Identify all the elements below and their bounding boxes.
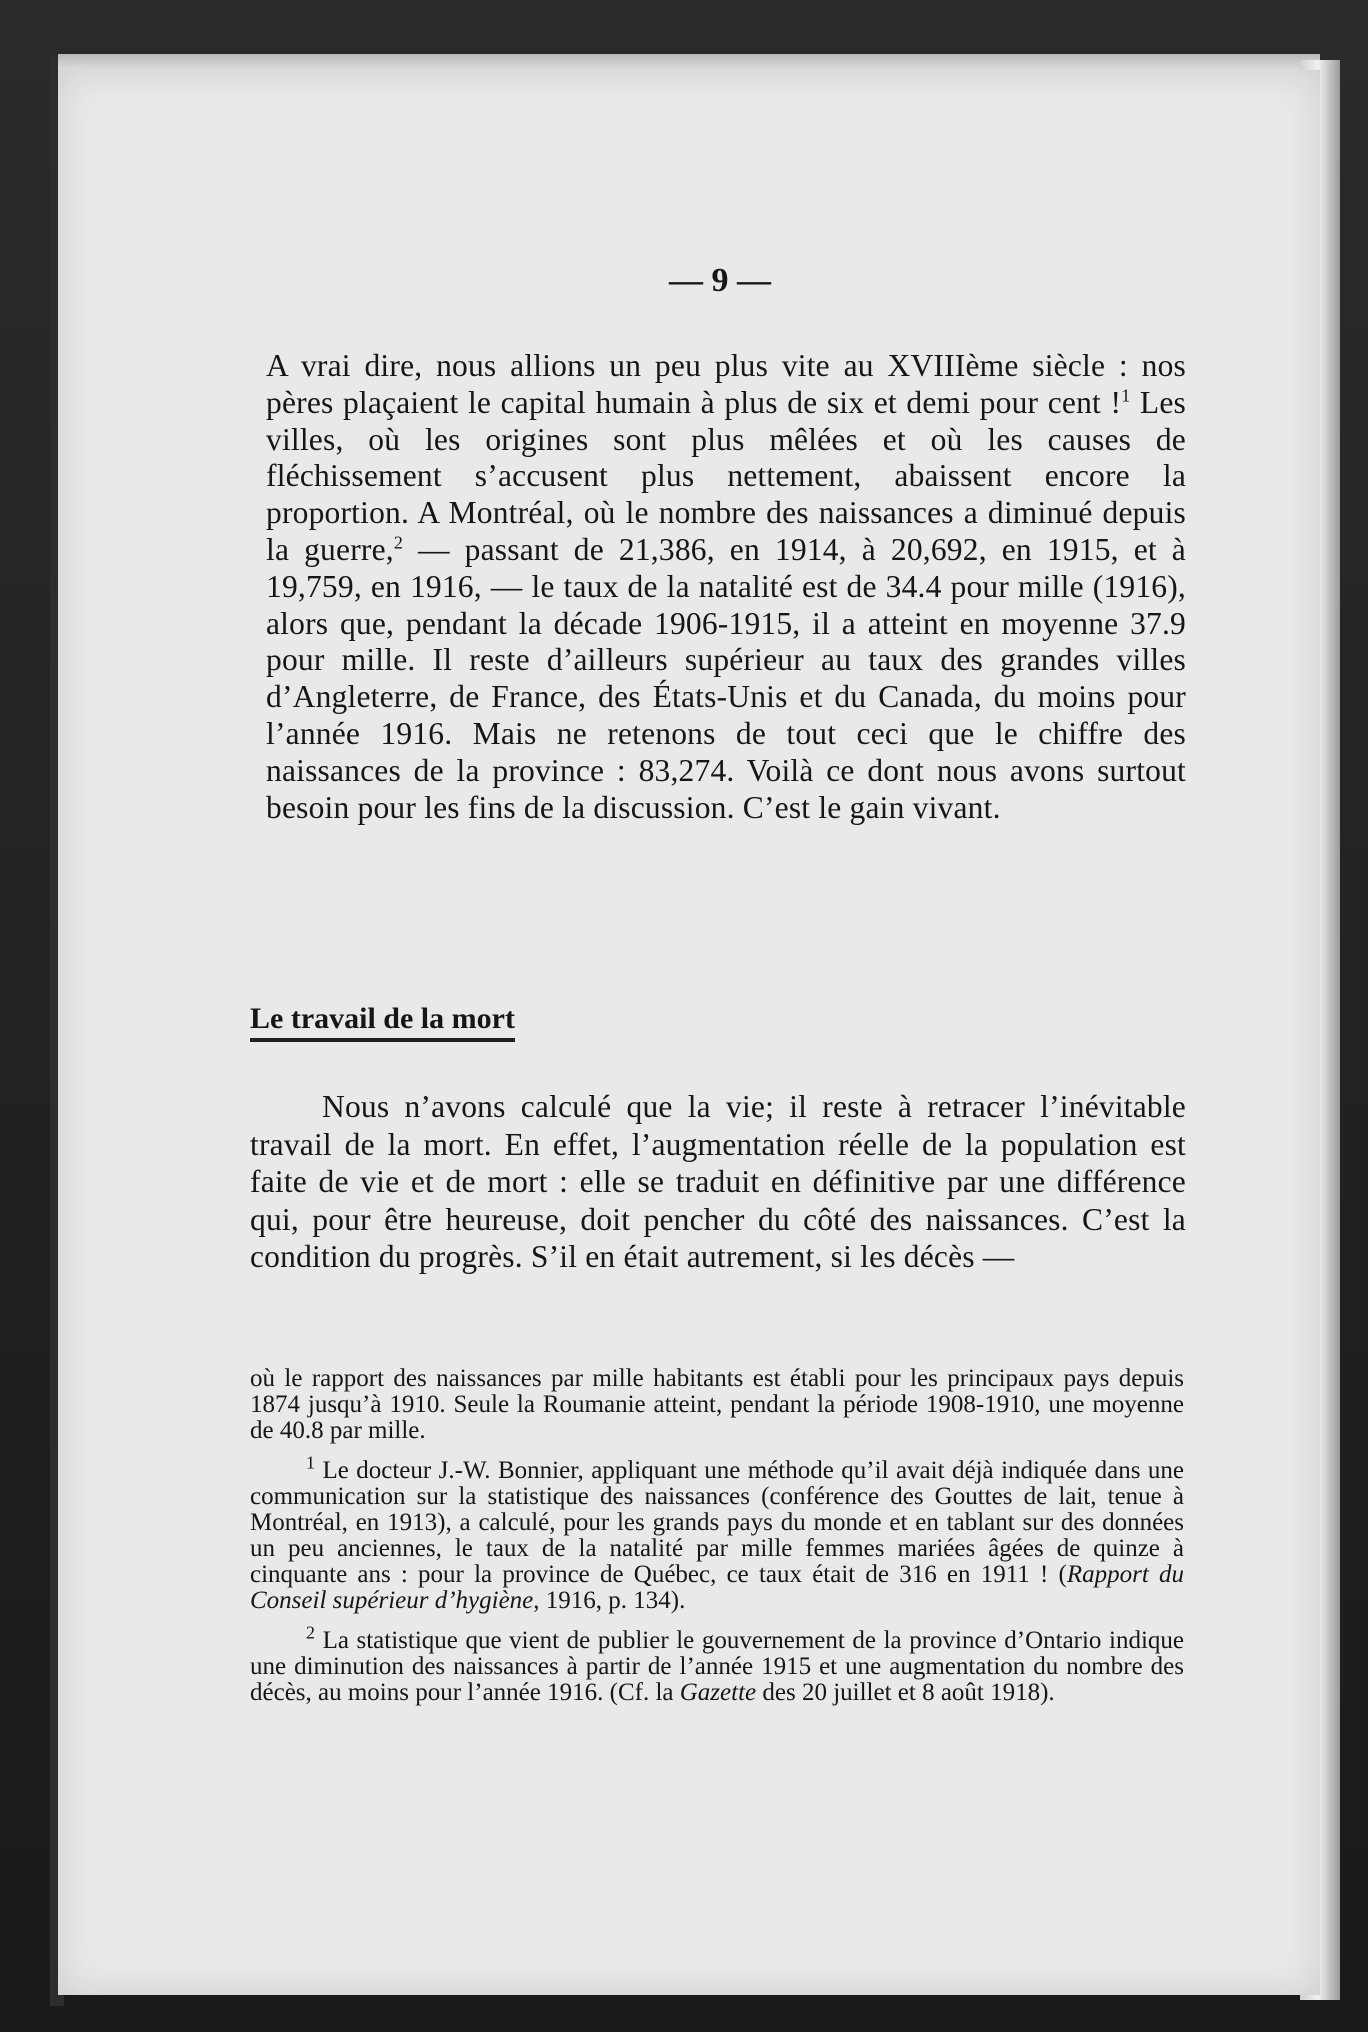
page-number: — 9 — <box>669 262 771 299</box>
footnote-1 <box>250 1452 1184 1614</box>
paragraph-text: A vrai dire, nous allions un peu plus vite au XVIIIème siècle : nos pères plaçaient le capital humain à plus de six et demi pour cent ! <box>266 348 1186 420</box>
footnote-ref-1: 1 <box>1121 385 1131 406</box>
footnote-ref-2: 2 <box>393 532 404 553</box>
paragraph-text: — passant de 21,386, en 1914, à 20,692, en 1915, et à 19,759, en 1916, — le taux de la natalité est de 34.4 pour mille (1916), alors que, pendant la décade 1906-1915, il a atteint en moyenne 37.9 pour mille. Il reste d’ailleurs supérieur au taux des grandes villes d’Angleterre, de France, des États-Unis et du Canada, du moins pour l’année 1916. Mais ne retenons de tout ceci que le chiffre des naissances de la province : 83,274. Voilà ce dont nous avons surtout besoin pour les fins de la discussion. C’est le gain vivant. <box>266 531 1186 825</box>
footnote-title: Gazette <box>679 1679 757 1706</box>
footnote-title: Rapport du Conseil supérieur d’hygiène <box>250 1561 1184 1614</box>
footnote-text: La statistique que vient de publier le gouvernement de la province d’Ontario indique une diminution des naissances à partir de l’année 1915 et une augmentation du nombre des décès, au moins pour l’année 1916. (Cf. la <box>250 1627 1184 1706</box>
footnote-text: des 20 juillet et 8 août 1918). <box>756 1679 1055 1706</box>
footnote-text: Le docteur J.-W. Bonnier, appliquant une méthode qu’il avait déjà indiquée dans une communication sur la statistique des naissances (conférence des Gouttes de lait, tenue à Montréal, en 1913), a calculé, pour les grands pays du monde et en tablant sur des données un peu anciennes, le taux de la natalité par mille femmes mariées âgées de quinze à cinquante ans : pour la province de Québec, ce taux était de 316 en 1911 ! ( <box>250 1457 1184 1588</box>
footnote-2 <box>250 1622 1184 1706</box>
footnote-continued: où le rapport des naissances par mille habitants est établi pour les principaux pays depuis 1874 jusqu’à 1910. Seule la Roumanie atteint, pendant la période 1908-1910, une moyenne de 40.8 par mille. <box>250 1365 1184 1444</box>
footnotes <box>250 1366 1184 1720</box>
paragraph-text: Nous n’avons calculé que la vie; il reste à retracer l’inévitable travail de la mort. En effet, l’augmentation réelle de la population est faite de vie et de mort : elle se traduit en définitive par une différence qui, pour être heureuse, doit pencher du côté des naissances. C’est la condition du progrès. S’il en était autrement, si les décès — <box>250 1089 1186 1274</box>
paragraph-birth-rate <box>266 348 1186 826</box>
footnote-marker-1: 1 <box>306 1452 315 1473</box>
footnote-marker-2: 2 <box>306 1622 315 1643</box>
footnote-text: , 1916, p. 134). <box>533 1587 686 1614</box>
book-page <box>58 70 1320 1995</box>
section-heading: Le travail de la mort <box>250 1002 515 1042</box>
paragraph-death-work <box>250 1088 1186 1276</box>
paragraph-text: Les villes, où les origines sont plus mêlées et où les causes de fléchissement s’accusent plus nettement, abaissent encore la proportion. A Montréal, où le nombre des naissances a diminué depuis la guerre, <box>266 384 1187 567</box>
